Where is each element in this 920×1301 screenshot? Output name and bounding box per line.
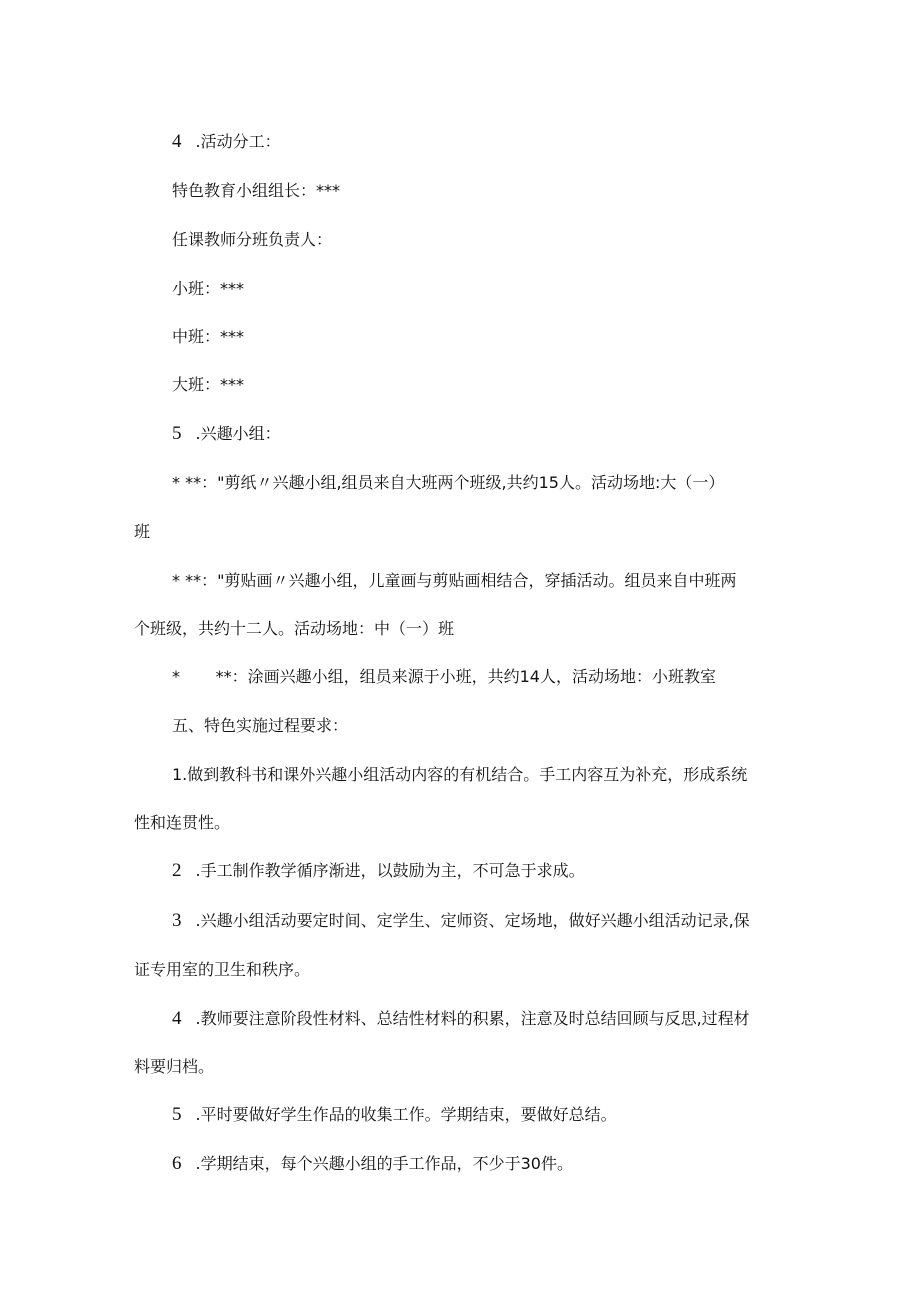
heading-text: .活动分工： (195, 132, 281, 151)
item-number: 4 (172, 131, 182, 152)
text-line: 证专用室的卫生和秩序。 (134, 960, 311, 979)
item-number: 3 (172, 910, 182, 931)
list-item (172, 910, 750, 932)
list-item (172, 1008, 750, 1030)
section-heading-division-of-labor (172, 131, 281, 153)
item-text: .教师要注意阶段性材料、总结性材料的积累，注意及时总结回顾与反思,过程材 (195, 1009, 750, 1028)
list-item (172, 860, 585, 882)
item-text: .平时要做好学生作品的收集工作。学期结束，要做好总结。 (195, 1105, 617, 1124)
text-line: * **："剪贴画〃兴趣小组，儿童画与剪贴画相结合，穿插活动。组员来自中班两 (172, 571, 737, 590)
text-line: 料要归档。 (134, 1057, 215, 1076)
text-line: 班 (134, 522, 151, 541)
item-number: 5 (172, 1104, 182, 1125)
text-line: * **："剪纸〃兴趣小组,组员来自大班两个班级,共约15人。活动场地:大（一） (172, 473, 725, 492)
item-number: 5 (172, 423, 182, 444)
list-item (172, 1104, 617, 1126)
heading-text: .兴趣小组： (195, 424, 281, 443)
text-line: 个班级，共约十二人。活动场地：中（一）班 (134, 619, 455, 638)
item-number: 4 (172, 1008, 182, 1029)
text-line: 小班：*** (172, 279, 245, 298)
item-text: .学期结束，每个兴趣小组的手工作品，不少于30件。 (195, 1154, 573, 1173)
text-line: 特色教育小组组长：*** (172, 181, 341, 200)
section-heading-implementation: 五、特色实施过程要求： (172, 716, 349, 735)
item-number: 2 (172, 860, 182, 881)
item-text: .兴趣小组活动要定时间、定学生、定师资、定场地，做好兴趣小组活动记录,保 (195, 911, 750, 930)
item-text: .手工制作教学循序渐进，以鼓励为主，不可急于求成。 (195, 861, 585, 880)
text-line: 中班：*** (172, 327, 245, 346)
text-line: 性和连贯性。 (134, 813, 231, 832)
section-heading-interest-groups (172, 423, 281, 445)
text-line: 大班：*** (172, 375, 245, 394)
text-line: * **：涂画兴趣小组，组员来源于小班，共约14人，活动场地：小班教室 (172, 667, 716, 686)
text-line: 任课教师分班负责人： (172, 230, 333, 249)
text-line: 1.做到教科书和课外兴趣小组活动内容的有机结合。手工内容互为补充，形成系统 (172, 765, 748, 784)
item-number: 6 (172, 1153, 182, 1174)
list-item (172, 1153, 573, 1175)
